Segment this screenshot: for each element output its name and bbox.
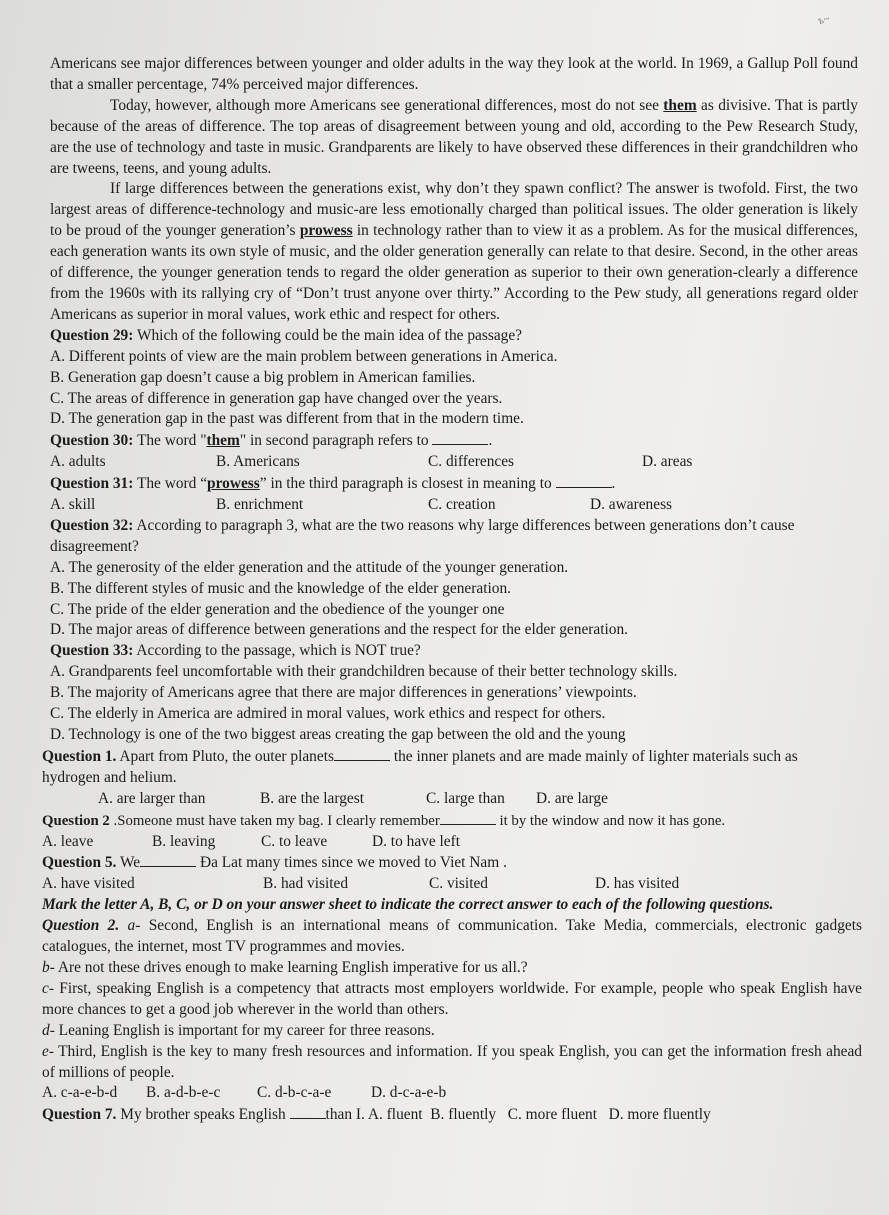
q33-option-a[interactable]: A. Grandparents feel uncomfortable with their grandchildren because of their better technology skills. [50,663,678,681]
q5-options [42,874,858,895]
question-5 [42,852,858,874]
q32-option-d[interactable]: D. The major areas of difference between generations and the respect for the elder generation. [50,621,629,639]
answer-blank[interactable] [290,1104,326,1119]
q2-option-d[interactable]: D. to have left [372,832,461,850]
question-33-label: Question 33: [50,642,134,660]
question-29-label: Question 29: [50,326,134,344]
q31-options [50,495,858,516]
q33-option-b[interactable]: B. The majority of Americans agree that there are major differences in generations’ viewpoints. [50,684,637,702]
q2b-option-b[interactable]: B. a-d-b-e-c [146,1084,221,1102]
q31-option-a[interactable]: A. skill [50,496,96,514]
question-31-label: Question 31: [50,475,134,493]
question-33-text: According to the passage, which is NOT true? [133,642,421,660]
q5-option-a[interactable]: A. have visited [42,875,135,893]
question-5-label: Question 5. [42,854,117,872]
q31-option-d[interactable]: D. awareness [590,496,673,514]
question-32 [50,516,858,558]
q7-option-c[interactable]: C. more fluent [507,1106,598,1124]
item-c-text: First, speaking English is a competency that attracts most employers worldwide. For example, people who speak English have more chances to get a good job wherever in the world than others. [42,979,862,1018]
question-31-text-a: The word “ [133,475,208,493]
q7-option-a[interactable]: I. A. fluent [355,1106,423,1124]
question-2-text-a: .Someone must have taken my bag. I clearly remember [109,812,440,829]
item-b-letter: b- [42,958,55,976]
question-30-text-a: The word " [133,432,207,450]
q7-option-d[interactable]: D. more fluently [608,1106,711,1124]
question-7-label: Question 7. [42,1106,117,1124]
ordering-item-e [42,1042,862,1084]
question-30-end: . [488,432,493,450]
question-1-text-a: Apart from Pluto, the outer planets [116,747,334,765]
question-5-text-b: Đa Lat many times since we moved to Viet Nam . [196,854,507,872]
q2b-option-a[interactable]: A. c-a-e-b-d [42,1084,118,1102]
q30-option-d[interactable]: D. areas [642,453,693,471]
question-2b-label: Question 2. [42,917,120,935]
q31-option-b[interactable]: B. enrichment [216,496,304,514]
q29-option-a[interactable]: A. Different points of view are the main problem between generations in America. [50,347,558,365]
q30-option-a[interactable]: A. adults [50,453,106,471]
instruction-text: Mark the letter A, B, C, or D on your answer sheet to indicate the correct answer to each of the following questions. [42,896,774,914]
q1-options [50,789,858,810]
passage-paragraph-2 [50,96,858,180]
q30-option-c[interactable]: C. differences [428,453,515,471]
q1-option-a[interactable]: A. are larger than [98,789,206,807]
q32-option-a[interactable]: A. The generosity of the elder generation and the attitude of the younger generation. [50,558,569,576]
ordering-item-d [42,1021,862,1042]
q2b-option-d[interactable]: D. d-c-a-e-b [371,1084,447,1102]
q29-option-b[interactable]: B. Generation gap doesn’t cause a big problem in American families. [50,368,476,386]
q2b-options [42,1083,858,1104]
question-32-label: Question 32: [50,516,134,534]
q5-option-c[interactable]: C. visited [429,875,488,893]
passage-paragraph-3-text: If large differences between the generations exist, why don’t they spawn conflict? The answer is twofold. First, the two largest areas of difference-technology and music-are less emotionally charged than political issues. The older generation is likely to be proud of the younger generation’s prowess in technology rather than to view it as a problem. As for the musical differences, each generation wants its own style of music, and the older generation generally can relate to that desire. Second, in the other areas of difference, the younger generation tends to regard the older generation as superior to their own generation-clearly a difference from the 1960s with its rallying cry of “Don’t trust anyone over thirty.” According to the Pew study, all generations regard older Americans as superior in moral values, work ethic and respect for others. [50,180,858,323]
answer-blank[interactable] [440,810,496,825]
q1-option-c[interactable]: C. large than [426,789,505,807]
question-31-end: . [611,475,616,493]
q5-option-b[interactable]: B. had visited [263,875,349,893]
q29-option-d[interactable]: D. The generation gap in the past was different from that in the modern time. [50,410,524,428]
q30-options [50,452,858,473]
answer-blank[interactable] [556,473,612,488]
question-7-text-b: than [325,1106,353,1124]
item-d-letter: d- [42,1021,55,1039]
item-a-text: Second, English is an international means of communication. Take Media, commercials, electronic gadgets catalogues, the internet, most TV programmes and movies. [42,917,862,956]
question-1-text-b: the inner planets and are made mainly of lighter materials such as hydrogen and helium. [42,747,798,786]
q33-option-c[interactable]: C. The elderly in America are admired in moral values, work ethics and respect for others. [50,705,606,723]
keyword-prowess: prowess [299,222,353,240]
question-5-text-a: We [116,854,141,872]
q32-option-b[interactable]: B. The different styles of music and the knowledge of the elder generation. [50,579,512,597]
q2-option-a[interactable]: A. leave [42,832,94,850]
item-d-text: Leaning English is important for my career for three reasons. [54,1021,435,1039]
item-e-text: Third, English is the key to many fresh resources and information. If you speak English, you can get the information fresh ahead of millions of people. [42,1042,862,1081]
question-7-text-a: My brother speaks English [116,1106,286,1124]
q32-option-c[interactable]: C. The pride of the elder generation and the obedience of the younger one [50,600,505,618]
item-a-letter: a- [127,917,141,935]
question-31-word: prowess [207,475,260,493]
question-2 [42,810,858,832]
q2-option-b[interactable]: B. leaving [152,832,216,850]
question-7 [42,1104,858,1126]
question-1 [42,746,858,789]
keyword-them: them [663,96,697,114]
q30-option-b[interactable]: B. Americans [216,453,300,471]
answer-blank[interactable] [334,746,390,761]
passage-paragraph-3 [50,179,858,325]
q31-option-c[interactable]: C. creation [428,496,496,514]
corner-mark: ъ~ [816,12,831,28]
question-30-text-b: " in second paragraph refers to [239,432,429,450]
q1-option-b[interactable]: B. are the largest [260,789,364,807]
question-29-text: Which of the following could be the main idea of the passage? [133,326,523,344]
q7-option-b[interactable]: B. fluently [430,1106,497,1124]
answer-blank[interactable] [140,852,196,867]
question-2-label: Question 2 [42,812,110,829]
q5-option-d[interactable]: D. has visited [595,875,680,893]
question-1-label: Question 1. [42,747,117,765]
question-33 [50,641,858,662]
q29-option-c[interactable]: C. The areas of difference in generation gap have changed over the years. [50,389,503,407]
question-32-text: According to paragraph 3, what are the two reasons why large differences between generations don’t cause disagreement? [50,516,795,555]
ordering-item-c [42,979,862,1021]
item-b-text: Are not these drives enough to make learning English imperative for us all.? [54,958,528,976]
question-30 [50,430,858,452]
q2-options [42,832,858,853]
q1-option-d[interactable]: D. are large [536,789,608,807]
passage-paragraph-1: Americans see major differences between younger and older adults in the way they look at the world. In 1969, a Gallup Poll found that a smaller percentage, 74% perceived major differences. [50,55,858,93]
ordering-item-b [42,958,862,979]
question-2-ordering [42,916,862,958]
question-31 [50,473,858,495]
item-e-letter: e- [42,1042,54,1060]
exam-content [42,54,862,1126]
item-c-letter: c- [42,979,54,997]
q33-option-d[interactable]: D. Technology is one of the two biggest areas creating the gap between the old and the young [50,726,626,743]
passage-paragraph-2-text: Today, however, although more Americans see generational differences, most do not see them as divisive. That is partly because of the areas of difference. The top areas of disagreement between young and old, according to the Pew Research Study, are the use of technology and taste in music. Grandparents are likely to have observed these differences in their grandchildren who are tweens, teens, and young adults. [50,96,858,177]
question-30-word: them [206,432,240,450]
answer-blank[interactable] [432,430,488,445]
q2b-option-c[interactable]: C. d-b-c-a-e [257,1084,332,1102]
question-2-text-b: it by the window and now it has gone. [495,812,726,829]
question-30-label: Question 30: [50,432,134,450]
q2-option-c[interactable]: C. to leave [261,832,328,850]
question-29 [50,326,858,347]
question-31-text-b: ” in the third paragraph is closest in meaning to [259,475,552,493]
